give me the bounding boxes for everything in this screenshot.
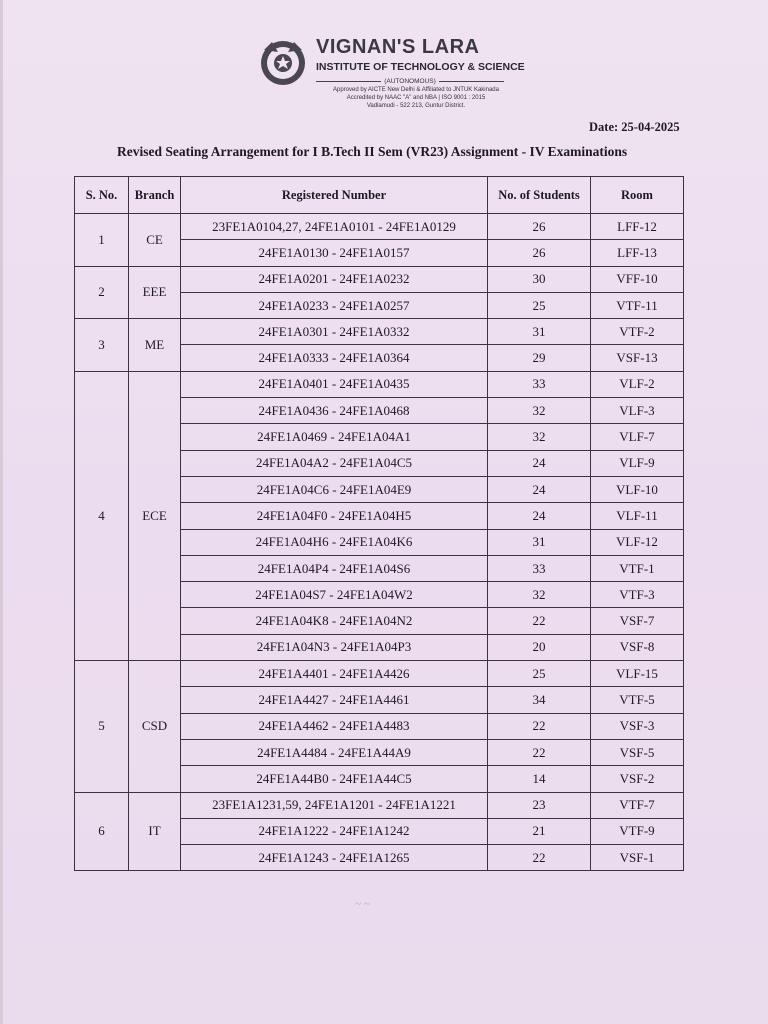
registered-number-cell: 23FE1A1231,59, 24FE1A1201 - 24FE1A1221 — [181, 792, 488, 818]
autonomous-line — [316, 76, 504, 86]
student-count-cell: 21 — [488, 818, 591, 844]
registered-number-cell: 24FE1A4401 - 24FE1A4426 — [181, 661, 488, 687]
table-row — [75, 792, 684, 818]
room-cell: VLF-10 — [591, 476, 684, 502]
divider — [316, 81, 381, 82]
registered-number-cell: 24FE1A04S7 - 24FE1A04W2 — [181, 582, 488, 608]
registered-number-cell: 24FE1A4484 - 24FE1A44A9 — [181, 739, 488, 765]
registered-number-cell: 24FE1A04N3 - 24FE1A04P3 — [181, 634, 488, 660]
registered-number-cell: 23FE1A0104,27, 24FE1A0101 - 24FE1A0129 — [181, 214, 488, 240]
room-cell: VSF-13 — [591, 345, 684, 371]
branch-cell: ME — [129, 319, 181, 372]
student-count-cell: 31 — [488, 319, 591, 345]
registered-number-cell: 24FE1A0436 - 24FE1A0468 — [181, 398, 488, 424]
room-cell: VLF-7 — [591, 424, 684, 450]
registered-number-cell: 24FE1A04C6 - 24FE1A04E9 — [181, 476, 488, 502]
serial-number-cell: 5 — [75, 661, 129, 792]
student-count-cell: 24 — [488, 476, 591, 502]
student-count-cell: 32 — [488, 582, 591, 608]
serial-number-cell: 2 — [75, 266, 129, 319]
room-cell: VSF-2 — [591, 766, 684, 792]
table-row — [75, 319, 684, 345]
room-cell: VLF-15 — [591, 661, 684, 687]
branch-cell: ECE — [129, 371, 181, 660]
column-header-registered: Registered Number — [181, 177, 488, 214]
registered-number-cell: 24FE1A1243 - 24FE1A1265 — [181, 845, 488, 871]
document-title: Revised Seating Arrangement for I B.Tech II Sem (VR23) Assignment - IV Examinations — [117, 144, 628, 159]
room-cell: VSF-1 — [591, 845, 684, 871]
registered-number-cell: 24FE1A4427 - 24FE1A4461 — [181, 687, 488, 713]
serial-number-cell: 4 — [75, 371, 129, 660]
registered-number-cell: 24FE1A0233 - 24FE1A0257 — [181, 292, 488, 318]
student-count-cell: 26 — [488, 214, 591, 240]
registered-number-cell: 24FE1A04F0 - 24FE1A04H5 — [181, 503, 488, 529]
student-count-cell: 24 — [488, 503, 591, 529]
student-count-cell: 25 — [488, 661, 591, 687]
registered-number-cell: 24FE1A1222 - 24FE1A1242 — [181, 818, 488, 844]
column-header-branch: Branch — [129, 177, 181, 214]
table-row — [75, 266, 684, 292]
room-cell: VSF-3 — [591, 713, 684, 739]
divider — [439, 81, 504, 82]
registered-number-cell: 24FE1A0301 - 24FE1A0332 — [181, 319, 488, 345]
institute-name: VIGNAN'S LARA — [316, 36, 480, 58]
column-header-sno: S. No. — [75, 177, 129, 214]
student-count-cell: 22 — [488, 845, 591, 871]
registered-number-cell: 24FE1A0469 - 24FE1A04A1 — [181, 424, 488, 450]
approval-line: Approved by AICTE New Delhi & Affiliated to JNTUK Kakinada — [333, 87, 499, 93]
scan-edge — [0, 0, 3, 1024]
room-cell: VSF-8 — [591, 634, 684, 660]
column-header-room: Room — [591, 177, 684, 214]
registered-number-cell: 24FE1A0333 - 24FE1A0364 — [181, 345, 488, 371]
institute-logo-icon — [258, 38, 308, 88]
student-count-cell: 22 — [488, 608, 591, 634]
room-cell: VFF-10 — [591, 266, 684, 292]
registered-number-cell: 24FE1A0401 - 24FE1A0435 — [181, 371, 488, 397]
document-date: Date: 25-04-2025 — [589, 120, 680, 134]
room-cell: VTF-9 — [591, 818, 684, 844]
student-count-cell: 30 — [488, 266, 591, 292]
room-cell: VSF-7 — [591, 608, 684, 634]
serial-number-cell: 6 — [75, 792, 129, 871]
student-count-cell: 14 — [488, 766, 591, 792]
room-cell: VTF-1 — [591, 555, 684, 581]
branch-cell: CE — [129, 214, 181, 267]
registered-number-cell: 24FE1A04P4 - 24FE1A04S6 — [181, 555, 488, 581]
registered-number-cell: 24FE1A0201 - 24FE1A0232 — [181, 266, 488, 292]
serial-number-cell: 1 — [75, 214, 129, 267]
student-count-cell: 26 — [488, 240, 591, 266]
room-cell: VLF-3 — [591, 398, 684, 424]
registered-number-cell: 24FE1A04K8 - 24FE1A04N2 — [181, 608, 488, 634]
student-count-cell: 24 — [488, 450, 591, 476]
autonomous-label: (AUTONOMOUS) — [384, 77, 436, 85]
room-cell: VLF-11 — [591, 503, 684, 529]
serial-number-cell: 3 — [75, 319, 129, 372]
room-cell: VTF-7 — [591, 792, 684, 818]
student-count-cell: 34 — [488, 687, 591, 713]
address-line: Vadlamudi - 522 213, Guntur District. — [366, 103, 466, 109]
column-header-students: No. of Students — [488, 177, 591, 214]
table-row — [75, 214, 684, 240]
student-count-cell: 22 — [488, 739, 591, 765]
student-count-cell: 31 — [488, 529, 591, 555]
branch-cell: IT — [129, 792, 181, 871]
registered-number-cell: 24FE1A4462 - 24FE1A4483 — [181, 713, 488, 739]
room-cell: VSF-5 — [591, 739, 684, 765]
table-header-row — [75, 177, 684, 214]
approval-text — [316, 86, 516, 110]
accreditation-line: Accredited by NAAC "A" and NBA | ISO 9001 : 2015 — [346, 95, 486, 101]
student-count-cell: 23 — [488, 792, 591, 818]
student-count-cell: 33 — [488, 555, 591, 581]
student-count-cell: 32 — [488, 398, 591, 424]
room-cell: VTF-2 — [591, 319, 684, 345]
registered-number-cell: 24FE1A04H6 - 24FE1A04K6 — [181, 529, 488, 555]
branch-cell: EEE — [129, 266, 181, 319]
table-row — [75, 661, 684, 687]
branch-cell: CSD — [129, 661, 181, 792]
table-row — [75, 371, 684, 397]
registered-number-cell: 24FE1A04A2 - 24FE1A04C5 — [181, 450, 488, 476]
student-count-cell: 32 — [488, 424, 591, 450]
student-count-cell: 25 — [488, 292, 591, 318]
institute-subtitle: INSTITUTE OF TECHNOLOGY & SCIENCE — [316, 61, 525, 73]
room-cell: VTF-5 — [591, 687, 684, 713]
pen-mark: ~ ~ — [355, 898, 370, 910]
table-body — [75, 214, 684, 871]
institute-header — [258, 36, 538, 116]
room-cell: LFF-12 — [591, 214, 684, 240]
seating-table — [74, 176, 684, 871]
room-cell: VLF-2 — [591, 371, 684, 397]
registered-number-cell: 24FE1A44B0 - 24FE1A44C5 — [181, 766, 488, 792]
room-cell: VTF-11 — [591, 292, 684, 318]
registered-number-cell: 24FE1A0130 - 24FE1A0157 — [181, 240, 488, 266]
student-count-cell: 29 — [488, 345, 591, 371]
room-cell: VLF-12 — [591, 529, 684, 555]
student-count-cell: 33 — [488, 371, 591, 397]
room-cell: VLF-9 — [591, 450, 684, 476]
room-cell: VTF-3 — [591, 582, 684, 608]
student-count-cell: 22 — [488, 713, 591, 739]
student-count-cell: 20 — [488, 634, 591, 660]
room-cell: LFF-13 — [591, 240, 684, 266]
